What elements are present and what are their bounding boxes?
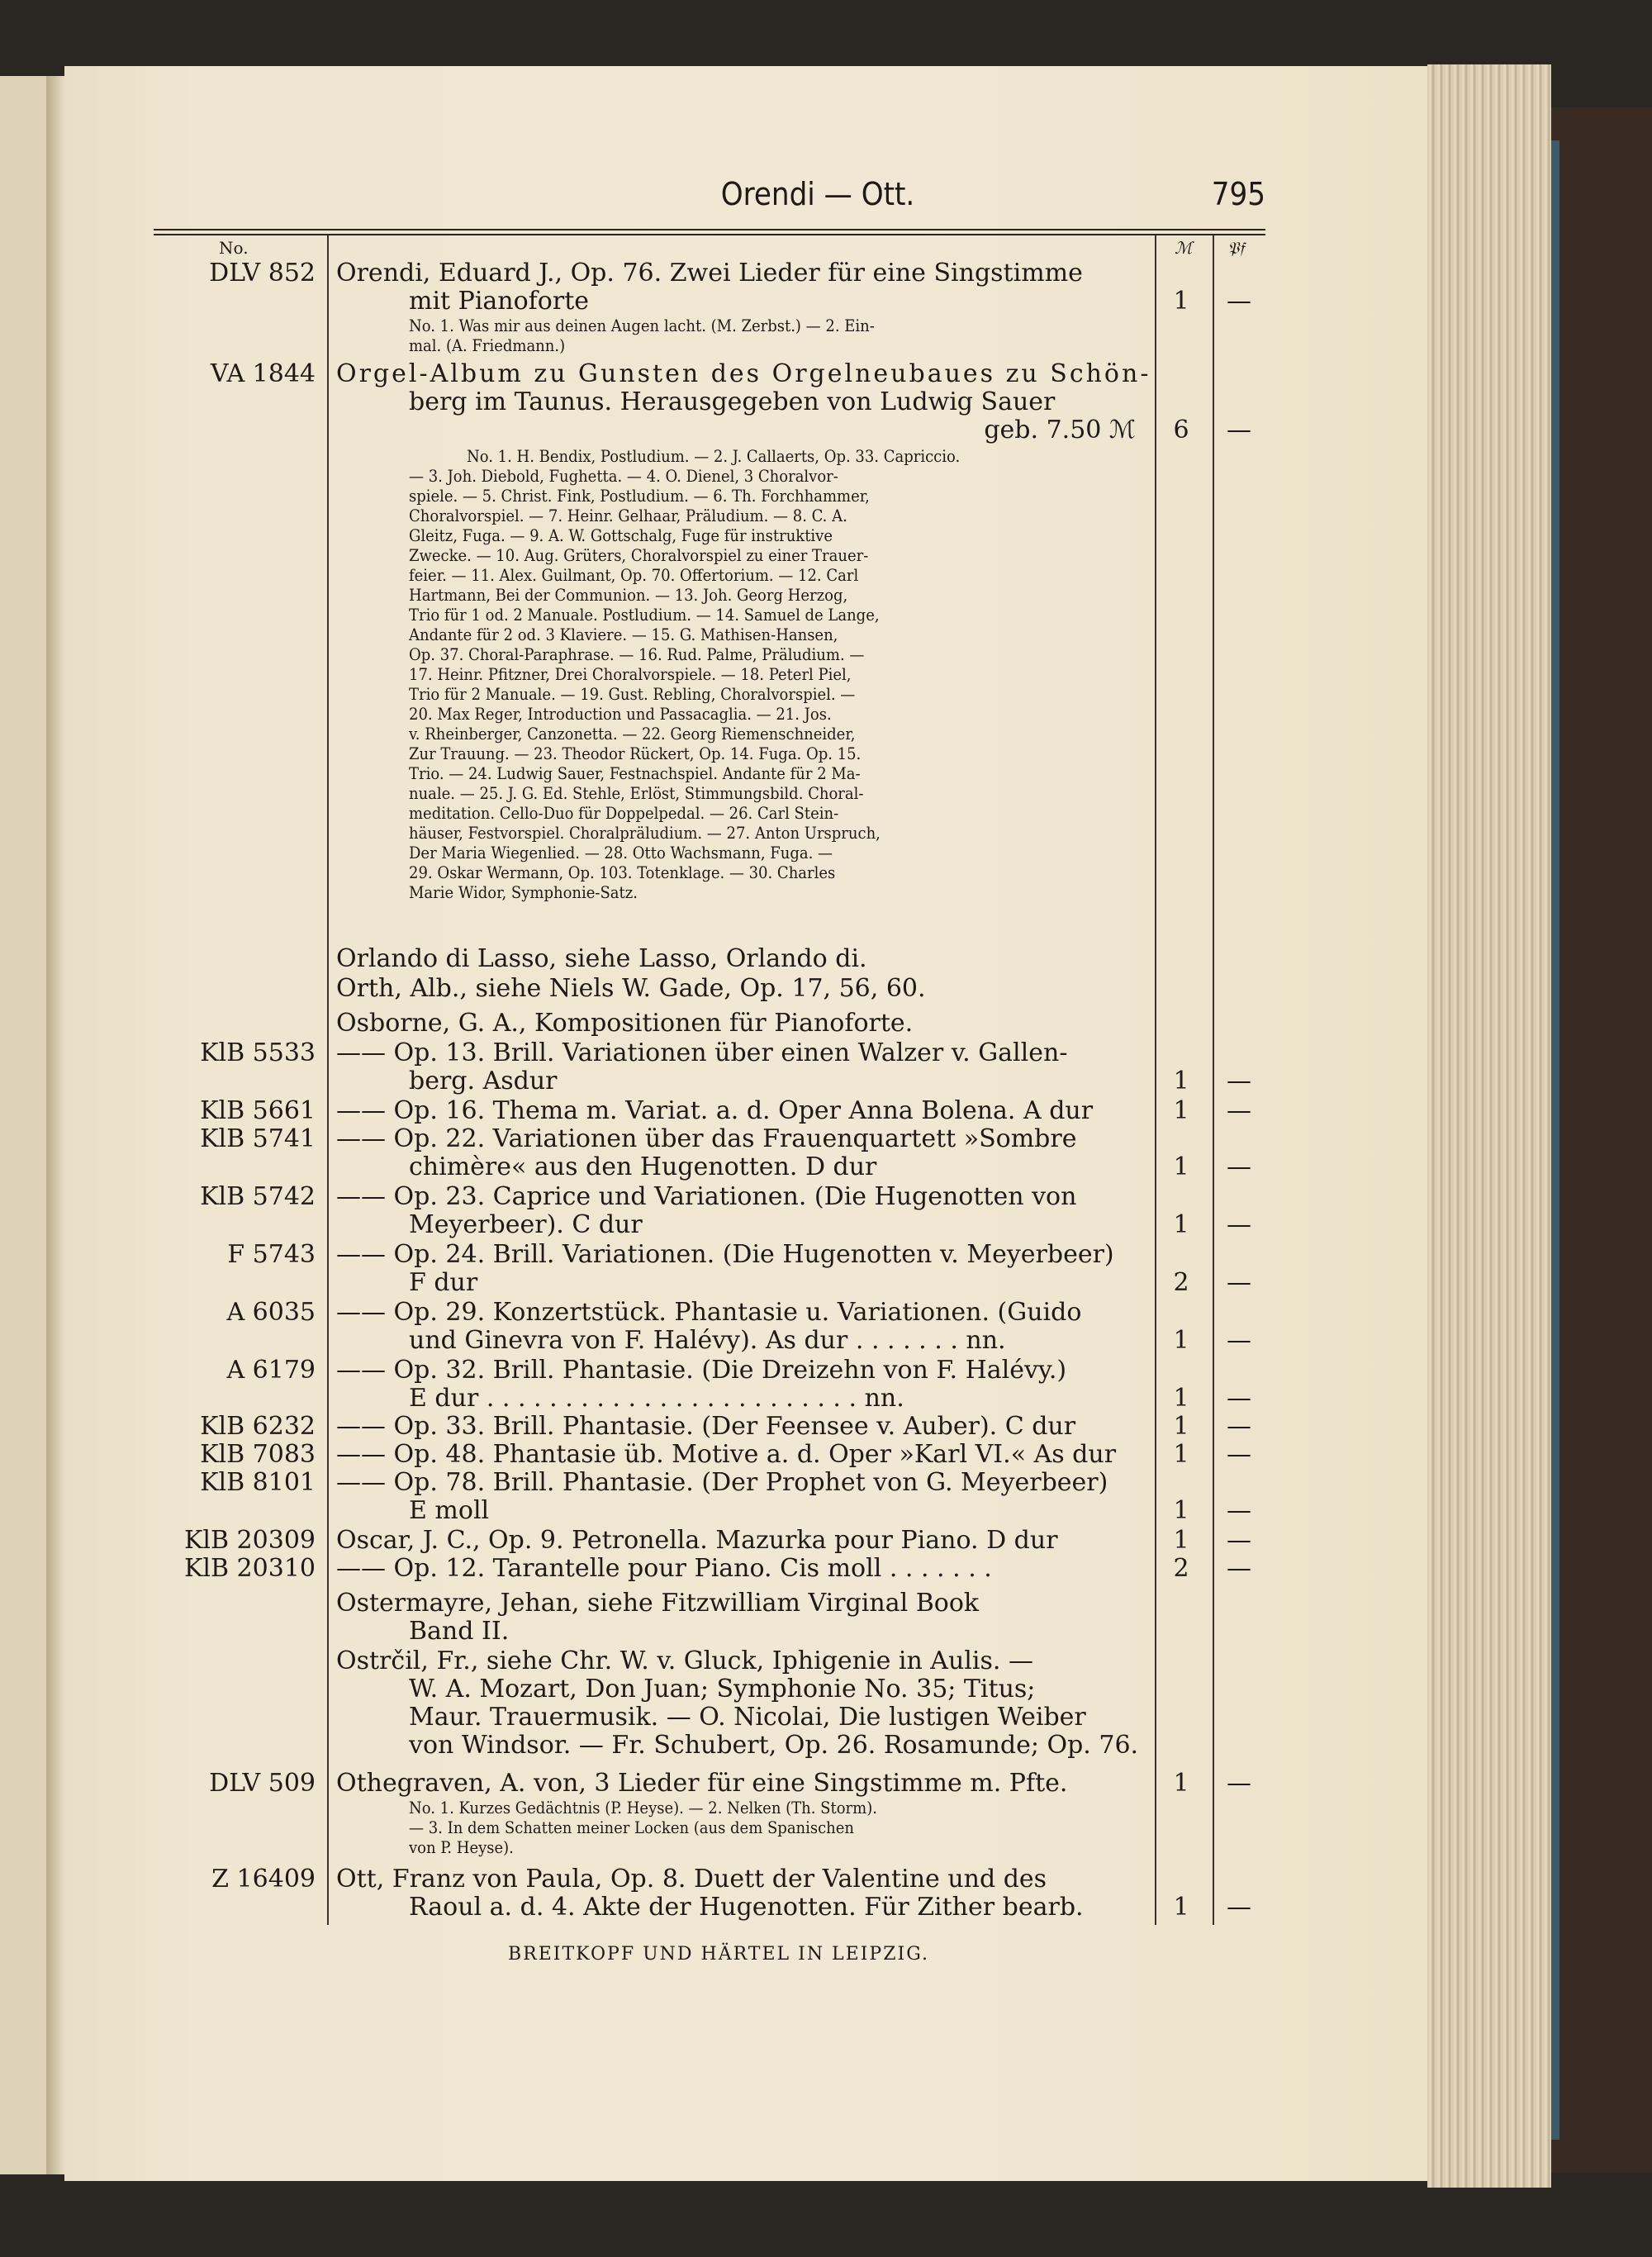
- entry-line: E dur . . . . . . . . . . . . . . . . . . . . . . . . nn.: [409, 1384, 904, 1413]
- entry-note: feier. — 11. Alex. Guilmant, Op. 70. Offertorium. — 12. Carl: [409, 565, 859, 585]
- catalog-number: KlB 5533: [200, 1038, 316, 1067]
- entry-line: —— Op. 32. Brill. Phantasie. (Die Dreizehn von F. Halévy.): [336, 1356, 1067, 1385]
- catalog-number: KlB 5741: [200, 1124, 316, 1153]
- book-cover: [1551, 107, 1652, 2173]
- publisher-footer: BREITKOPF UND HÄRTEL IN LEIPZIG.: [508, 1944, 929, 1965]
- catalog-number: F 5743: [227, 1240, 316, 1269]
- entry-line: chimère« aus den Hugenotten. D dur: [409, 1152, 877, 1181]
- price-pfennig: —: [1227, 1152, 1251, 1181]
- catalog-number: KlB 8101: [200, 1468, 316, 1497]
- price-pfennig: —: [1227, 1412, 1251, 1441]
- entry-note: von P. Heyse).: [409, 1837, 514, 1857]
- column-header-pfennig: 𝔓𝔣: [1227, 238, 1245, 258]
- entry-line: und Ginevra von F. Halévy). As dur . . . . . . . nn.: [409, 1326, 1006, 1355]
- entry-note: Der Maria Wiegenlied. — 28. Otto Wachsmann, Fuga. —: [409, 843, 833, 862]
- price-mark: 1: [1173, 1210, 1189, 1239]
- entry-line: —— Op. 33. Brill. Phantasie. (Der Feensee v. Auber). C dur: [336, 1412, 1076, 1441]
- price-pfennig: —: [1227, 1268, 1251, 1297]
- page-edges: [1427, 64, 1551, 2188]
- entry-osborne-op24: [336, 1241, 1136, 1297]
- price-pfennig: —: [1227, 416, 1251, 444]
- entry-osborne-op23: [336, 1183, 1136, 1239]
- catalog-number: KlB 5742: [200, 1182, 316, 1211]
- price-mark: 1: [1173, 1384, 1189, 1413]
- price-mark: 1: [1173, 1412, 1189, 1441]
- price-pfennig: —: [1227, 1440, 1251, 1469]
- catalog-number: DLV 509: [209, 1769, 316, 1798]
- catalog-number: DLV 852: [209, 259, 316, 287]
- entry-line: —— Op. 13. Brill. Variationen über einen Walzer v. Gallen-: [336, 1038, 1068, 1067]
- running-title: Orendi — Ott.: [720, 176, 915, 212]
- entry-line: Maur. Trauermusik. — O. Nicolai, Die lustigen Weiber: [409, 1703, 1086, 1732]
- entry-line: —— Op. 12. Tarantelle pour Piano. Cis moll . . . . . . .: [336, 1554, 992, 1583]
- entry-osborne: [336, 1010, 1136, 1038]
- entry-osborne-op16: [336, 1097, 1136, 1125]
- price-mark: 1: [1173, 1440, 1189, 1469]
- entry-note: 29. Oskar Wermann, Op. 103. Totenklage. — 30. Charles: [409, 862, 836, 882]
- entry-note: Choralvorspiel. — 7. Heinr. Gelhaar, Präludium. — 8. C. A.: [409, 506, 847, 525]
- entry-line: Raoul a. d. 4. Akte der Hugenotten. Für Zither bearb.: [409, 1893, 1084, 1922]
- entry-line: Ott, Franz von Paula, Op. 8. Duett der Valentine und des: [336, 1865, 1047, 1894]
- entry-note: meditation. Cello-Duo für Doppelpedal. — 26. Carl Stein-: [409, 803, 839, 823]
- entry-line: —— Op. 48. Phantasie üb. Motive a. d. Oper »Karl VI.« As dur: [336, 1440, 1117, 1469]
- price-mark: 1: [1173, 1893, 1189, 1922]
- entry-line: berg im Taunus. Herausgegeben von Ludwig Sauer: [409, 387, 1056, 416]
- entry-line: —— Op. 23. Caprice und Variationen. (Die Hugenotten von: [336, 1182, 1077, 1211]
- entry-line: —— Op. 78. Brill. Phantasie. (Der Prophet von G. Meyerbeer): [336, 1468, 1108, 1497]
- entry-note: spiele. — 5. Christ. Fink, Postludium. — 6. Th. Forchhammer,: [409, 486, 870, 506]
- entry-note: Op. 37. Choral-Paraphrase. — 16. Rud. Palme, Präludium. —: [409, 644, 865, 664]
- entry-note: — 3. Joh. Diebold, Fughetta. — 4. O. Dienel, 3 Choralvor-: [409, 466, 838, 486]
- entry-line: E moll: [409, 1496, 490, 1525]
- price-pfennig: —: [1227, 287, 1251, 316]
- entry-ott: [336, 1865, 1136, 1922]
- entry-orgel-album: [336, 359, 1151, 444]
- entry-note: No. 1. Kurzes Gedächtnis (P. Heyse). — 2. Nelken (Th. Storm).: [409, 1798, 877, 1817]
- entry-orendi: [336, 259, 1136, 355]
- entry-line: mit Pianoforte: [409, 287, 589, 316]
- entry-note: No. 1. H. Bendix, Postludium. — 2. J. Callaerts, Op. 33. Capriccio.: [467, 446, 961, 466]
- price-pfennig: —: [1227, 1067, 1251, 1095]
- price-mark: 1: [1173, 1496, 1189, 1525]
- entry-line: —— Op. 16. Thema m. Variat. a. d. Oper Anna Bolena. A dur: [336, 1096, 1094, 1125]
- entry-ostreil: [336, 1646, 1139, 1760]
- catalog-number: KlB 20310: [183, 1554, 316, 1583]
- entry-line: Orlando di Lasso, siehe Lasso, Orlando di.: [336, 944, 867, 973]
- entry-note: Trio. — 24. Ludwig Sauer, Festnachspiel. Andante für 2 Ma-: [409, 763, 861, 783]
- price-mark: 1: [1173, 1067, 1189, 1095]
- entry-note: v. Rheinberger, Canzonetta. — 22. Georg Riemenschneider,: [409, 724, 856, 744]
- catalog-number: KlB 5661: [200, 1096, 316, 1125]
- entry-note: — 3. In dem Schatten meiner Locken (aus dem Spanischen: [409, 1817, 855, 1837]
- column-divider-mark: [1155, 235, 1156, 1925]
- price-pfennig: —: [1227, 1096, 1251, 1125]
- price-mark: 2: [1173, 1554, 1189, 1583]
- price-pfennig: —: [1227, 1554, 1251, 1583]
- entry-line: Osborne, G. A., Kompositionen für Pianoforte.: [336, 1009, 914, 1038]
- entry-note: No. 1. Was mir aus deinen Augen lacht. (M. Zerbst.) — 2. Ein-: [409, 316, 875, 335]
- price-mark: 1: [1173, 1769, 1189, 1798]
- page-number: 795: [1211, 176, 1265, 212]
- price-pfennig: —: [1227, 1769, 1251, 1798]
- entry-line: geb. 7.50 ℳ: [984, 416, 1136, 444]
- entry-osborne-op13: [336, 1039, 1136, 1095]
- entry-line: Othegraven, A. von, 3 Lieder für eine Singstimme m. Pfte.: [336, 1769, 1068, 1798]
- entry-orgel-album-contents: [409, 446, 1136, 902]
- catalog-number: Z 16409: [211, 1865, 316, 1894]
- entry-osborne-op48: [336, 1441, 1136, 1469]
- entry-ostermayre: [336, 1589, 1136, 1646]
- price-pfennig: —: [1227, 1496, 1251, 1525]
- price-mark: 1: [1173, 287, 1189, 316]
- price-pfennig: —: [1227, 1326, 1251, 1355]
- header-rule-2: [154, 234, 1265, 235]
- entry-note: 20. Max Reger, Introduction und Passacaglia. — 21. Jos.: [409, 704, 832, 724]
- entry-lasso: [336, 945, 1136, 973]
- column-header-number: No.: [219, 238, 249, 258]
- entry-osborne-op29: [336, 1299, 1136, 1355]
- entry-othegraven: [336, 1770, 1136, 1857]
- left-page-edge: [0, 76, 46, 2174]
- entry-line: Orendi, Eduard J., Op. 76. Zwei Lieder für eine Singstimme: [336, 259, 1083, 287]
- price-mark: 6: [1173, 416, 1189, 444]
- entry-osborne-op78: [336, 1469, 1136, 1525]
- price-mark: 1: [1173, 1326, 1189, 1355]
- entry-line: Orth, Alb., siehe Niels W. Gade, Op. 17, 56, 60.: [336, 974, 926, 1003]
- entry-line: —— Op. 22. Variationen über das Frauenquartett »Sombre: [336, 1124, 1077, 1153]
- entry-note: Andante für 2 od. 3 Klaviere. — 15. G. Mathisen-Hansen,: [409, 625, 838, 644]
- entry-line: —— Op. 29. Konzertstück. Phantasie u. Variationen. (Guido: [336, 1298, 1082, 1327]
- column-header-mark: ℳ: [1175, 238, 1193, 258]
- column-divider-pfennig: [1213, 235, 1214, 1925]
- entry-line: W. A. Mozart, Don Juan; Symphonie No. 35; Titus;: [409, 1675, 1036, 1703]
- entry-line: Meyerbeer). C dur: [409, 1210, 643, 1239]
- entry-note: Trio für 1 od. 2 Manuale. Postludium. — 14. Samuel de Lange,: [409, 605, 880, 625]
- entry-line: Oscar, J. C., Op. 9. Petronella. Mazurka pour Piano. D dur: [336, 1526, 1058, 1555]
- catalog-number: KlB 20309: [183, 1526, 316, 1555]
- entry-note: Zur Trauung. — 23. Theodor Rückert, Op. 14. Fuga. Op. 15.: [409, 744, 862, 763]
- entry-oscar-op12: [336, 1555, 1136, 1583]
- entry-line: —— Op. 24. Brill. Variationen. (Die Hugenotten v. Meyerbeer): [336, 1240, 1114, 1269]
- entry-line: F dur: [409, 1268, 478, 1297]
- catalog-number: VA 1844: [210, 359, 316, 388]
- price-mark: 2: [1173, 1268, 1189, 1297]
- catalog-number: KlB 7083: [200, 1440, 316, 1469]
- entry-line: von Windsor. — Fr. Schubert, Op. 26. Rosamunde; Op. 76.: [409, 1731, 1139, 1760]
- entry-note: Gleitz, Fuga. — 9. A. W. Gottschalg, Fuge für instruktive: [409, 525, 833, 545]
- entry-line: Ostermayre, Jehan, siehe Fitzwilliam Virginal Book: [336, 1589, 980, 1618]
- entry-note: Marie Widor, Symphonie-Satz.: [409, 882, 638, 902]
- entry-oscar-op9: [336, 1527, 1136, 1555]
- entry-line: Orgel-Album zu Gunsten des Orgelneubaues zu Schön-: [336, 359, 1151, 388]
- price-pfennig: —: [1227, 1526, 1251, 1555]
- price-mark: 1: [1173, 1526, 1189, 1555]
- price-pfennig: —: [1227, 1210, 1251, 1239]
- price-pfennig: —: [1227, 1384, 1251, 1413]
- entry-note: Trio für 2 Manuale. — 19. Gust. Rebling, Choralvorspiel. —: [409, 684, 856, 704]
- book-gutter: [46, 76, 64, 2174]
- entry-osborne-op33: [336, 1413, 1136, 1441]
- catalog-number: A 6035: [226, 1298, 316, 1327]
- catalog-number: KlB 6232: [200, 1412, 316, 1441]
- entry-line: berg. Asdur: [409, 1067, 558, 1095]
- catalog-number: A 6179: [226, 1356, 316, 1385]
- header-rule: [154, 229, 1265, 230]
- price-mark: 1: [1173, 1096, 1189, 1125]
- entry-line: Ostrčil, Fr., siehe Chr. W. v. Gluck, Iphigenie in Aulis. —: [336, 1646, 1033, 1675]
- entry-osborne-op32: [336, 1357, 1136, 1413]
- entry-orth: [336, 975, 1136, 1003]
- price-pfennig: —: [1227, 1893, 1251, 1922]
- entry-note: Hartmann, Bei der Communion. — 13. Joh. Georg Herzog,: [409, 585, 848, 605]
- entry-note: häuser, Festvorspiel. Choralpräludium. — 27. Anton Urspruch,: [409, 823, 881, 843]
- entry-note: mal. (A. Friedmann.): [409, 335, 566, 355]
- price-mark: 1: [1173, 1152, 1189, 1181]
- entry-note: Zwecke. — 10. Aug. Grüters, Choralvorspiel zu einer Trauer-: [409, 545, 869, 565]
- column-divider-number: [327, 235, 329, 1925]
- entry-osborne-op22: [336, 1125, 1136, 1181]
- entry-note: nuale. — 25. J. G. Ed. Stehle, Erlöst, Stimmungsbild. Choral-: [409, 783, 864, 803]
- entry-note: 17. Heinr. Pfitzner, Drei Choralvorspiele. — 18. Peterl Piel,: [409, 664, 852, 684]
- entry-line: Band II.: [409, 1617, 510, 1646]
